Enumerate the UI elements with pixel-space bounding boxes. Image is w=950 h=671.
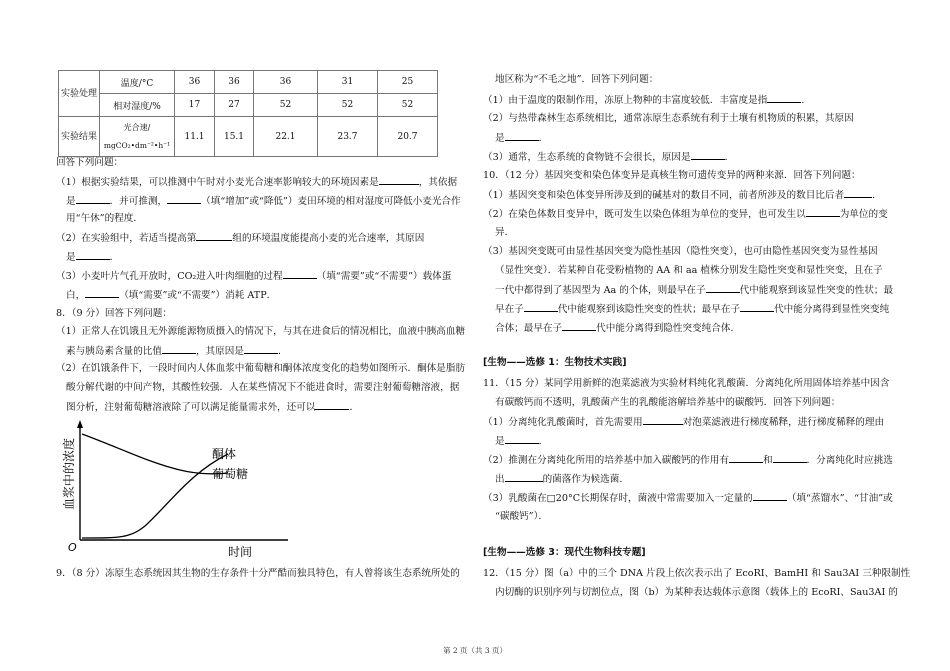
table-cell: 17 (175, 94, 215, 117)
table-cell: 31 (318, 71, 378, 94)
text-line: 是 ． (66, 252, 120, 263)
ketone-curve (82, 454, 228, 538)
row-group-label: 实验结果 (59, 117, 100, 157)
question-heading: 9．（8 分）冻原生态系统因其生物的生存条件十分严酷而独具特色，有人曾将该生态系统所处的 (56, 568, 460, 579)
text-line: 异． (495, 227, 515, 238)
table-cell: 36 (175, 71, 215, 94)
glucose-label: 葡萄糖 (212, 467, 249, 481)
text-line: 地区称为“不毛之地”．回答下列问题： (495, 74, 659, 85)
origin-label: O (68, 541, 77, 554)
text-line: 出 的菌落作为候选菌． (495, 474, 629, 485)
text-line: （1）根据实验结果，可以推测中午时对小麦光合速率影响较大的环境因素是 ，其依据 (56, 177, 458, 188)
text-line: 用“午休”的程度． (66, 213, 143, 224)
text-line: （3）基因突变既可由显性基因突变为隐性基因（隐性突变），也可由隐性基因突变为显性基因 (483, 246, 878, 257)
text-line: （3）乳酸菌在□20°C长期保存时，菌液中常需要加入一定量的 （填“蒸馏水”、“甘油”或 (483, 493, 893, 504)
table-cell: 15.1 (215, 117, 254, 157)
question-heading: 11．（15 分）某同学用新鲜的泡菜滤液为实验材料纯化乳酸菌．分离纯化所用固体培养基中因含 (483, 378, 890, 389)
table-cell: 52 (378, 94, 438, 117)
text-line: 是 ． (495, 133, 549, 144)
text-line: 早在子 代中能观察到该隐性突变的性状；最早在子 代中能分离得到显性突变纯 (495, 304, 890, 315)
text-line: 合体；最早在子 代中能分离得到隐性突变纯合体． (495, 323, 741, 334)
text-line: 一代中都得到了基因型为 Aa 的个体，则最早在子 代中能观察到该显性突变的性状；最 (495, 285, 894, 296)
text-line: 图分析，注射葡萄糖溶液除了可以满足能量需求外，还可以 ． (66, 402, 360, 413)
table-cell: 11.1 (175, 117, 215, 157)
section-heading: [生物——选修 3：现代生物科技专题] (483, 547, 646, 558)
text-line: 内切酶的识别序列与切割位点，图（b）为某种表达载体示意图（载体上的 EcoRI、Sau3AI 的 (495, 587, 898, 598)
row-label: 相对湿度/% (100, 94, 175, 117)
text-line: 是 ． (495, 436, 549, 447)
text-line: “碳酸钙”）． (495, 511, 548, 522)
text-line: （3）通常，生态系统的食物链不会很长，原因是 ． (483, 152, 735, 163)
text-line: （2）与热带森林生态系统相比，通常冻原生态系统有利于土壤有机物质的积累，其原因 (483, 113, 854, 124)
row-label: 温度/°C (100, 71, 175, 94)
text-line: （1）分离纯化乳酸菌时，首先需要用 对泡菜滤液进行梯度稀释，进行梯度稀释的理由 (483, 417, 885, 428)
text-line: 回答下列问题： (56, 157, 124, 168)
text-line: （2）在染色体数目变异中，既可发生以染色体组为单位的变异，也可发生以 为单位的变 (483, 209, 888, 220)
question-heading: 10．（12 分）基因突变和染色体变异是真核生物可遗传变异的两种来源．回答下列问题： (483, 170, 861, 181)
table-cell: 22.1 (254, 117, 318, 157)
y-axis-label: 血浆中的浓度 (62, 437, 76, 510)
table-cell: 23.7 (318, 117, 378, 157)
page-footer: 第 2 页（共 3 页） (442, 646, 508, 655)
text-line: 是 ．并可推测， （填“增加”或“降低”）麦田环境的相对湿度可降低小麦光合作 (66, 196, 461, 207)
table-cell: 52 (318, 94, 378, 117)
row-label (100, 117, 175, 157)
text-line: （2）在饥饿条件下，一段时间内人体血浆中葡萄糖和酮体浓度变化的趋势如图所示．酮体是脂肪 (56, 363, 466, 374)
question-heading: 8．（9 分）回答下列问题： (56, 308, 172, 319)
text-line: 素与胰岛素含量的比值 ，其原因是 ． (66, 346, 288, 357)
table-row (59, 94, 438, 117)
table-cell: 36 (254, 71, 318, 94)
text-line: （2）推测在分离纯化所用的培养基中加入碳酸钙的作用有 和 ．分离纯化时应挑选 (483, 455, 893, 466)
question-heading: 12．（15 分）图（a）中的三个 DNA 片段上依次表示出了 EcoRI、BamHI 和 Sau3AI 三种限制性 (483, 568, 911, 579)
table-cell: 20.7 (378, 117, 438, 157)
text-line: （显性突变）．若某种自花受粉植物的 AA 和 aa 植株分别发生隐性突变和显性突变，且在子 (495, 265, 883, 276)
table-cell: 36 (215, 71, 254, 94)
text-line: （1）由于温度的限制作用，冻原上物种的丰富度较低．丰富度是指 ． (483, 95, 811, 106)
text-line: （1）正常人在饥饿且无外源能源物质摄入的情况下，与其在进食后的情况相比，血液中胰高血糖 (56, 326, 466, 337)
y-axis-arrow (77, 420, 83, 428)
section-heading: [生物——选修 1：生物技术实践] (483, 357, 627, 368)
concentration-graph (60, 418, 290, 563)
table-cell: 25 (378, 71, 438, 94)
table-cell: 52 (254, 94, 318, 117)
text-line: 酸分解代谢的中间产物，其酸性较强．人在某些情况下不能进食时，需要注射葡萄糖溶液，据 (66, 382, 460, 393)
ketone-label: 酮体 (212, 447, 237, 461)
experiment-table (58, 70, 438, 157)
row-label-line: mgCO₂•dm⁻²•h⁻¹ (103, 140, 171, 150)
text-line: 有碳酸钙而不透明，乳酸菌产生的乳酸能溶解培养基中的碳酸钙．回答下列问题： (495, 397, 841, 408)
text-line: （2）在实验组中，若适当提高第 组的环境温度能提高小麦的光合速率，其原因 (56, 233, 425, 244)
table-row (59, 117, 438, 157)
text-line: 白， （填“需要”或“不需要”）消耗 ATP． (66, 290, 277, 301)
text-line: （3）小麦叶片气孔开放时，CO₂进入叶肉细胞的过程 （填“需要”或“不需要”）载体蛋 (56, 271, 452, 282)
x-axis-label: 时间 (228, 545, 253, 559)
text-line: （1）基因突变和染色体变异所涉及到的碱基对的数目不同，前者所涉及的数目比后者 ． (483, 190, 882, 201)
row-group-label: 实验处理 (59, 71, 100, 117)
table-cell: 27 (215, 94, 254, 117)
row-label-line: 光合速/ (123, 122, 151, 132)
table-row (59, 71, 438, 94)
